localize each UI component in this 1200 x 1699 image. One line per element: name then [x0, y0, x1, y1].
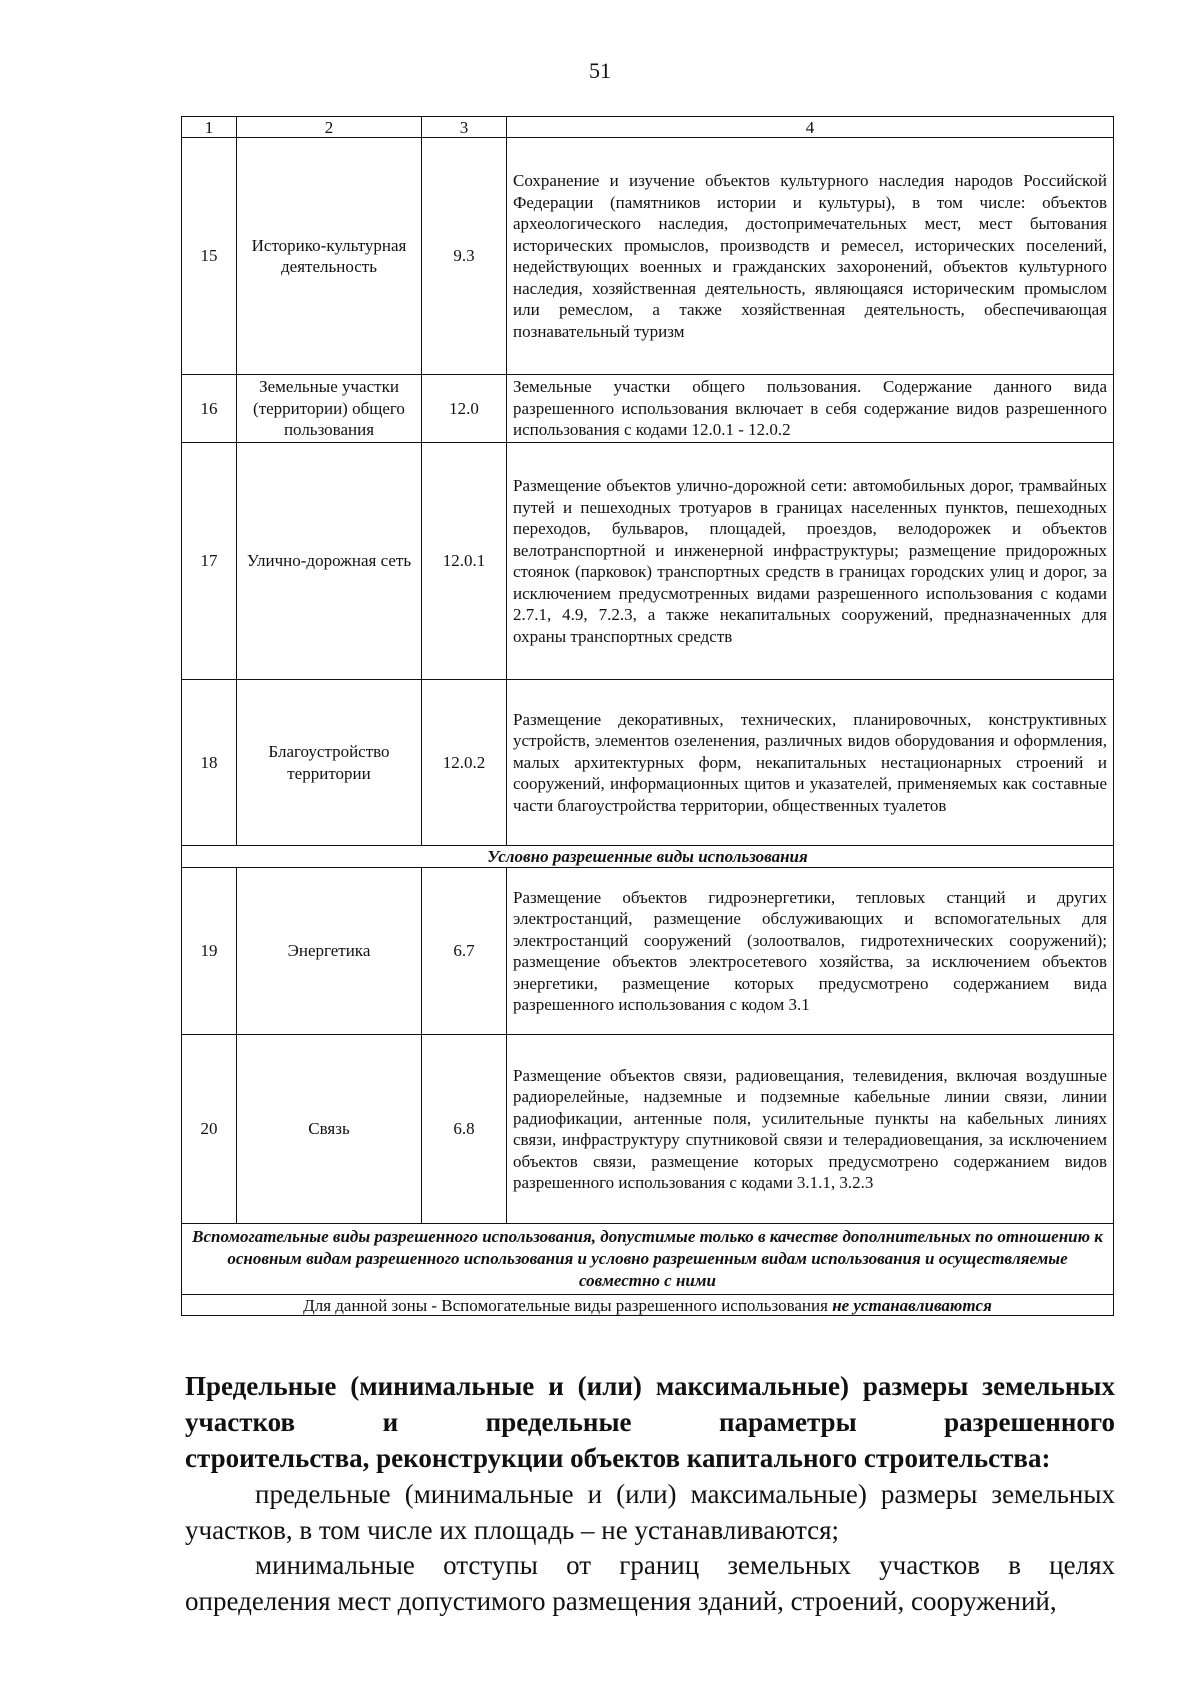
use-type-description: Размещение декоративных, технических, планировочных, конструктивных устройств, элементов озеленения, различных видов оборудования и оформления, малых архитектурных форм, некапитальных нестационарных строений и сооружений, информационных щитов и указателей, применяемых как составные части благоустройства территории, общественных туалетов	[507, 680, 1114, 846]
conditional-uses-heading: Условно разрешенные виды использования	[182, 846, 1114, 868]
table-row	[182, 680, 1114, 846]
header-col-1: 1	[182, 117, 237, 138]
table-row	[182, 375, 1114, 443]
header-col-4: 4	[507, 117, 1114, 138]
header-col-2: 2	[237, 117, 422, 138]
table-row	[182, 443, 1114, 680]
use-type-code: 12.0.1	[422, 443, 507, 680]
section-header-row	[182, 846, 1114, 868]
auxiliary-uses-note	[182, 1295, 1114, 1316]
page-number: 51	[589, 58, 611, 83]
section-heading	[185, 1368, 1115, 1476]
row-number: 20	[182, 1035, 237, 1224]
paragraph: минимальные отступы от границ земельных участков в целях определения мест допустимого размещения зданий, строений, сооружений,	[185, 1550, 1115, 1616]
note-emphasis: не устанавливаются	[832, 1295, 992, 1315]
row-number: 16	[182, 375, 237, 443]
use-type-name: Энергетика	[237, 868, 422, 1035]
use-type-description: Размещение объектов гидроэнергетики, тепловых станций и других электростанций, размещение обслуживающих и вспомогательных для электростанций сооружений (золоотвалов, гидротехнических сооружений); размещение объектов электросетевого хозяйства, за исключением объектов энергетики, размещение которых предусмотрено содержанием вида разрешенного использования с кодом 3.1	[507, 868, 1114, 1035]
row-number: 19	[182, 868, 237, 1035]
use-type-name: Историко-культурная деятельность	[237, 138, 422, 375]
row-number: 15	[182, 138, 237, 375]
table-row	[182, 1035, 1114, 1224]
row-number: 17	[182, 443, 237, 680]
heading-last-line: строительства, реконструкции объектов капитального строительства:	[185, 1443, 1051, 1473]
use-type-description: Сохранение и изучение объектов культурного наследия народов Российской Федерации (памятников истории и культуры), в том числе: объектов археологического наследия, достопримечательных мест, мест бытования исторических промыслов, производств и ремесел, исторических поселений, недействующих военных и гражданских захоронений, объектов культурного наследия, хозяйственная деятельность, являющаяся историческим промыслом или ремеслом, а также хозяйственная деятельность, обеспечивающая познавательный туризм	[507, 138, 1114, 375]
use-type-name: Улично-дорожная сеть	[237, 443, 422, 680]
note-row	[182, 1295, 1114, 1316]
heading-text: Предельные (минимальные и (или) максимальные) размеры земельных участков и предельные параметры разрешенного	[185, 1371, 1115, 1437]
header-col-3: 3	[422, 117, 507, 138]
use-type-name: Земельные участки (территории) общего пользования	[237, 375, 422, 443]
use-type-description: Размещение объектов улично-дорожной сети: автомобильных дорог, трамвайных путей и пешеходных тротуаров в границах населенных пунктов, пешеходных переходов, бульваров, площадей, проездов, велодорожек и объектов велотранспортной и инженерной инфраструктуры; размещение придорожных стоянок (парковок) транспортных средств в границах городских улиц и дорог, за исключением предусмотренных видами разрешенного использования с кодами 2.7.1, 4.9, 7.2.3, а также некапитальных сооружений, предназначенных для охраны транспортных средств	[507, 443, 1114, 680]
use-type-description: Размещение объектов связи, радиовещания, телевидения, включая воздушные радиорелейные, надземные и подземные кабельные линии связи, линии радиофикации, антенные поля, усилительные пункты на кабельных линиях связи, инфраструктуру спутниковой связи и телерадиовещания, за исключением объектов связи, размещение которых предусмотрено содержанием видов разрешенного использования с кодами 3.1.1, 3.2.3	[507, 1035, 1114, 1224]
paragraph: предельные (минимальные и (или) максимальные) размеры земельных участков, в том числе их площадь – не устанавливаются;	[185, 1479, 1115, 1545]
use-type-code: 9.3	[422, 138, 507, 375]
table-row	[182, 138, 1114, 375]
row-number: 18	[182, 680, 237, 846]
note-text: Для данной зоны - Вспомогательные виды разрешенного использования	[303, 1295, 833, 1315]
use-type-code: 12.0	[422, 375, 507, 443]
auxiliary-uses-heading: Вспомогательные виды разрешенного использования, допустимые только в качестве дополнительных по отношению к основным видам разрешенного использования и условно разрешенным видам использования и осуществляемые совместно с ними	[182, 1224, 1114, 1295]
section-header-row	[182, 1224, 1114, 1295]
use-type-code: 12.0.2	[422, 680, 507, 846]
land-use-table	[181, 116, 1114, 1316]
use-type-code: 6.7	[422, 868, 507, 1035]
use-type-name: Благоустройство территории	[237, 680, 422, 846]
use-type-description: Земельные участки общего пользования. Содержание данного вида разрешенного использования включает в себя содержание видов разрешенного использования с кодами 12.0.1 - 12.0.2	[507, 375, 1114, 443]
table-header-row	[182, 117, 1114, 138]
table-row	[182, 868, 1114, 1035]
use-type-code: 6.8	[422, 1035, 507, 1224]
use-type-name: Связь	[237, 1035, 422, 1224]
